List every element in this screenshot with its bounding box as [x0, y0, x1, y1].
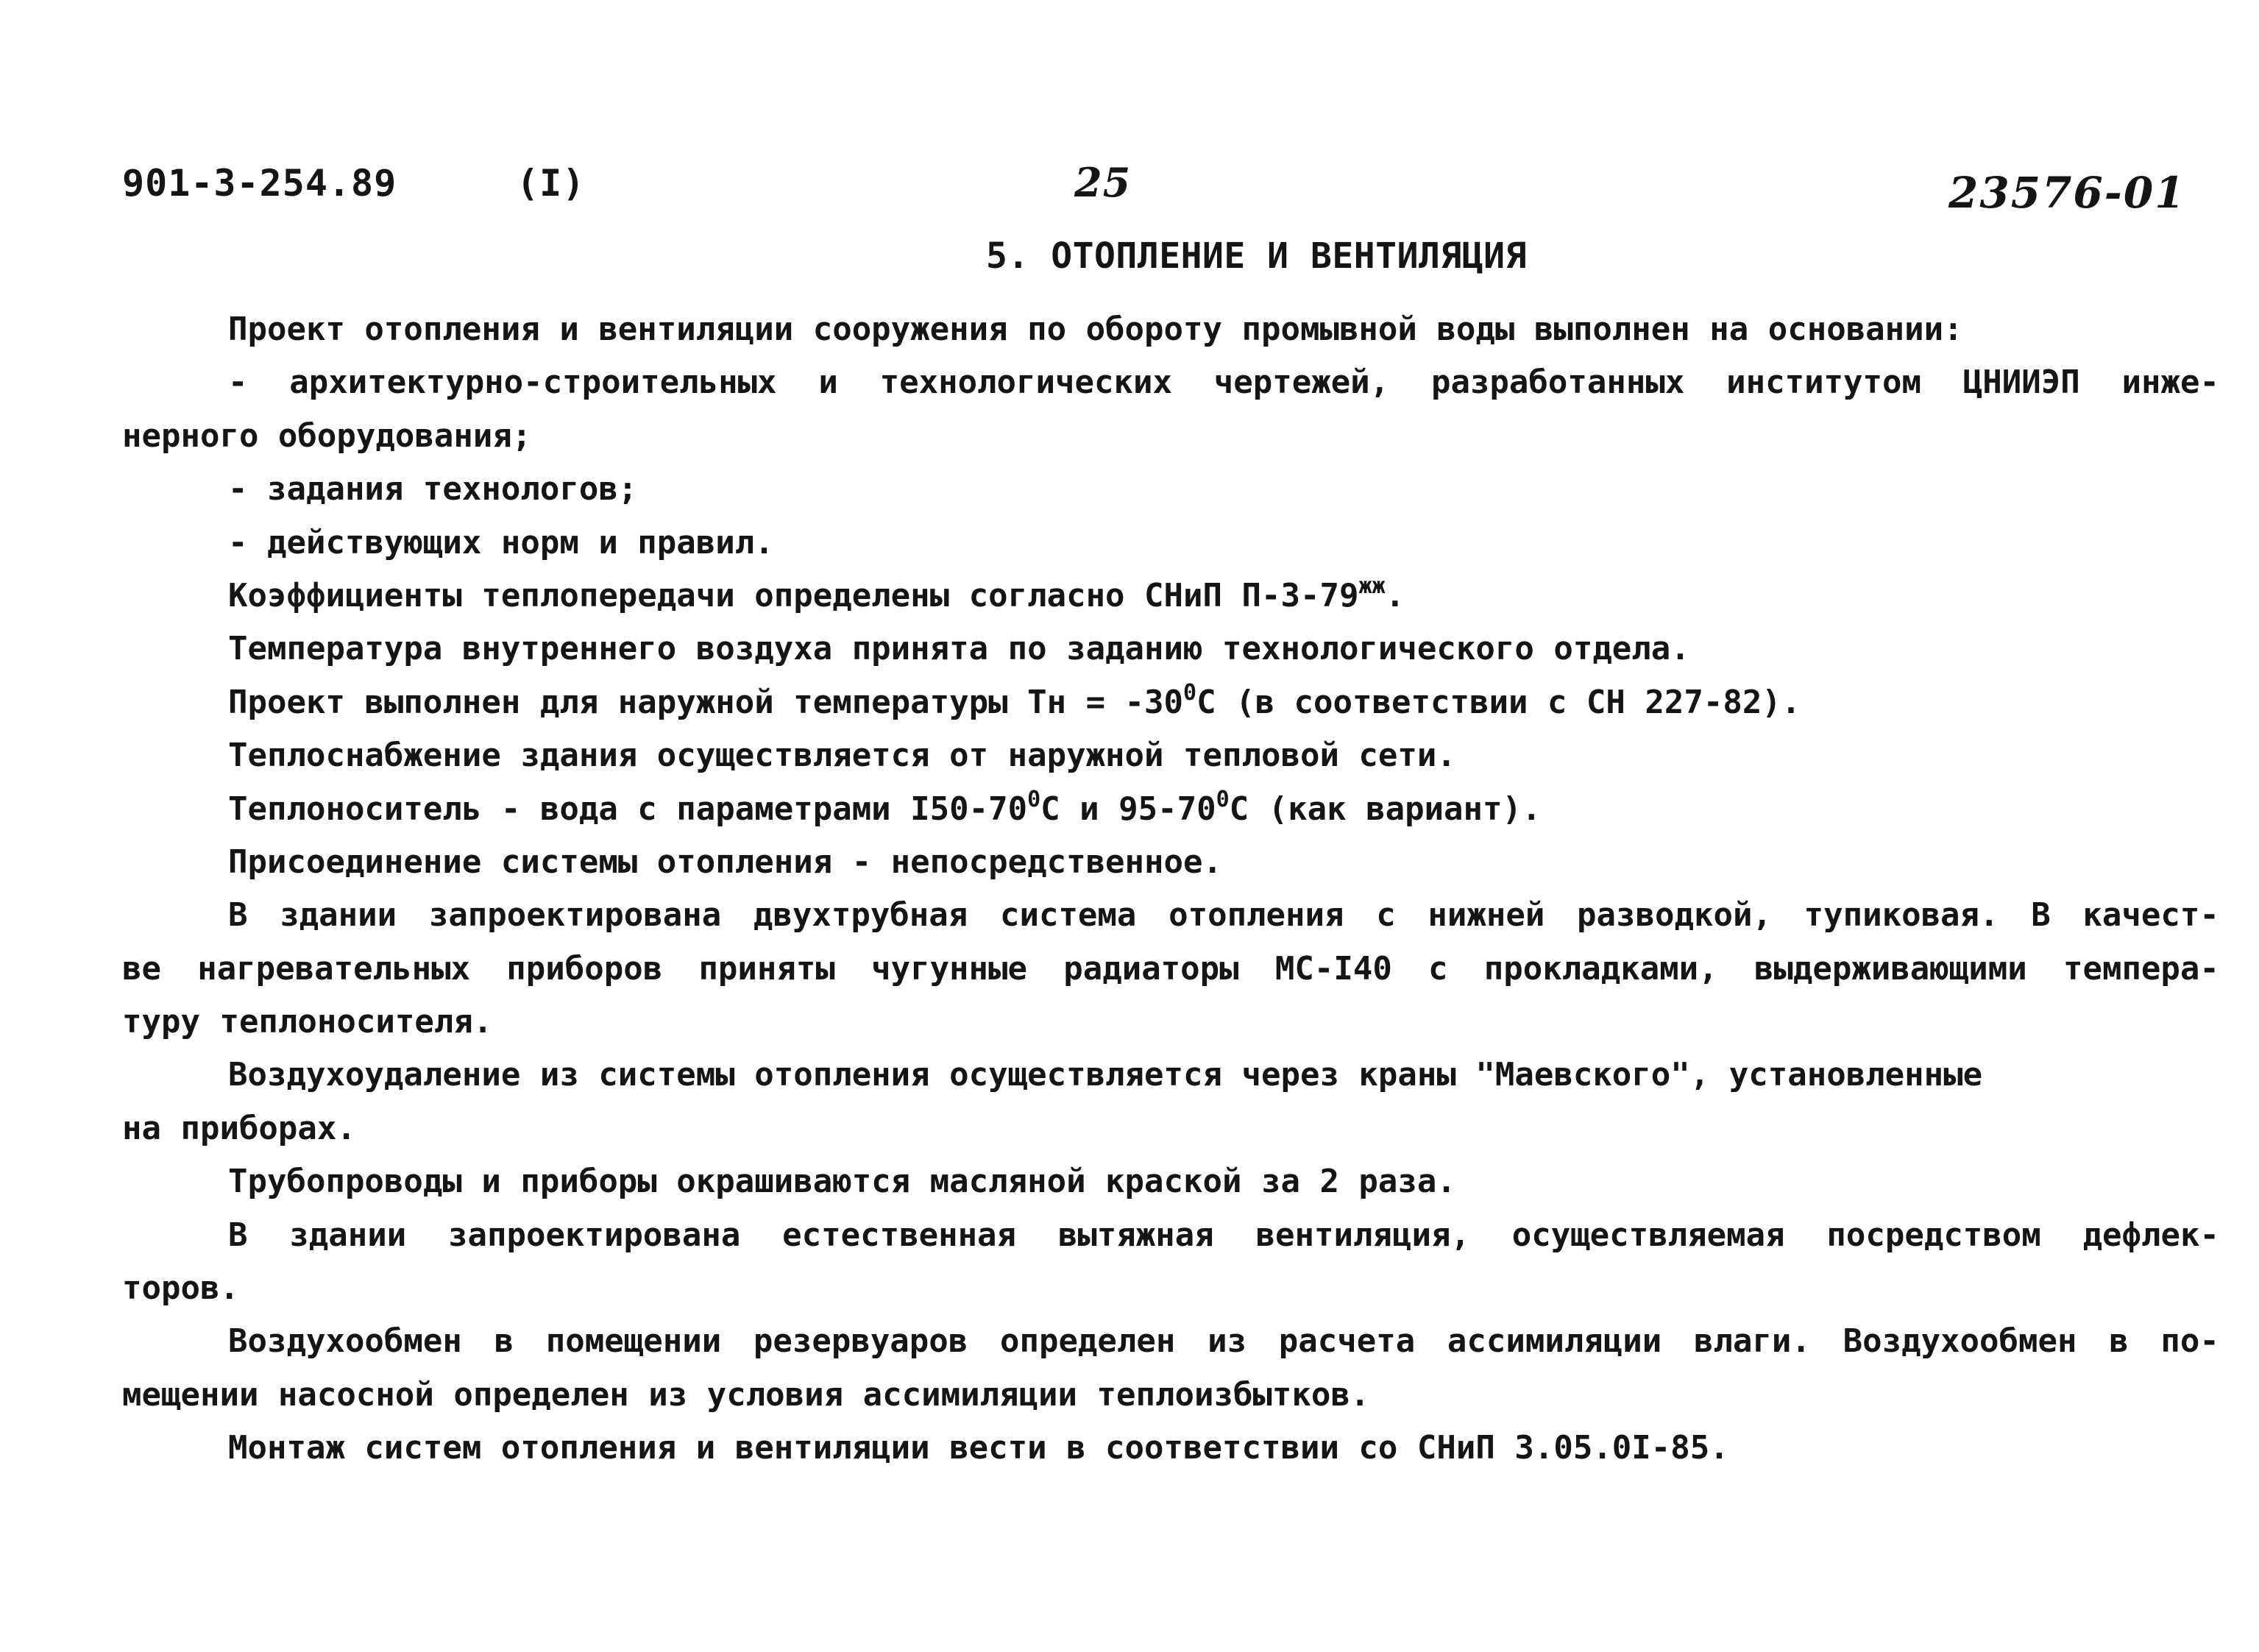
footnote-mark: жж: [1358, 572, 1386, 599]
degree-mark: 0: [1027, 786, 1041, 812]
document-code: 901-3-254.89: [122, 162, 397, 205]
paragraph-air-removal: Воздухоудаление из системы отопления осуществляется через краны "Маевского", установленные: [228, 1056, 1983, 1094]
paragraph-installation: Монтаж систем отопления и вентиляции вести в соответствии со СНиП 3.05.0I-85.: [228, 1429, 1729, 1467]
paragraph-inner-temperature: Температура внутреннего воздуха принята по заданию технологического отдела.: [228, 630, 1690, 668]
paragraph-ventilation-end: торов.: [122, 1269, 239, 1308]
inventory-number: 23576-01: [1948, 168, 2186, 218]
degree-mark: 0: [1216, 786, 1230, 812]
section-title: 5. ОТОПЛЕНИЕ И ВЕНТИЛЯЦИЯ: [986, 235, 1527, 277]
paragraph-heating-system: В здании запроектирована двухтрубная система отопления с нижней разводкой, тупиковая. В качест-: [228, 896, 2219, 935]
paragraph-heating-system-end: туру теплоносителя.: [122, 1003, 493, 1041]
paragraph-heat-supply: Теплоснабжение здания осуществляется от наружной тепловой сети.: [228, 737, 1456, 775]
degree-mark: 0: [1183, 679, 1197, 706]
paragraph-basis-item-norms: - действующих норм и правил.: [228, 523, 774, 561]
paragraph-basis-item-tasks: - задания технологов;: [228, 470, 638, 508]
paragraph-outdoor-temperature: Проект выполнен для наружной температуры Тн = $-30^0С$ (в соответствии с СН 227-82).: [228, 679, 1801, 721]
section-body: [122, 303, 2219, 1475]
page-number: 25: [1074, 159, 1132, 206]
document-part: (I): [517, 162, 586, 205]
paragraph-painting: Трубопроводы и приборы окрашиваются масляной краской за 2 раза.: [228, 1163, 1456, 1201]
paragraph-ventilation: В здании запроектирована естественная вытяжная вентиляция, осуществляемая посредством дефлек-: [228, 1216, 2219, 1254]
paragraph-air-removal-end: на приборах.: [122, 1109, 356, 1147]
paragraph-air-exchange: Воздухообмен в помещении резервуаров определен из расчета ассимиляции влаги. Воздухообмен в по-: [228, 1322, 2219, 1361]
paragraph-heat-coefficients: Коэффициенты теплопередачи определены согласно СНиП $П-3-79^{жж}$.: [228, 572, 1405, 614]
paragraph-heating-system-cont: ве нагревательных приборов приняты чугунные радиаторы МС-I40 с прокладками, выдерживающими темпера-: [122, 949, 2219, 988]
paragraph-basis-item-drawings: - архитектурно-строительных и технологических чертежей, разработанных институтом ЦНИИЭП инже-: [228, 364, 2219, 402]
paragraph-air-exchange-end: мещении насосной определен из условия ассимиляции теплоизбытков.: [122, 1375, 1370, 1414]
paragraph-heat-carrier: Теплоноситель - вода с параметрами $I50-70^0С$ и $95-70^0С$ (как вариант).: [228, 786, 1542, 828]
paragraph-connection: Присоединение системы отопления - непосредственное.: [228, 843, 1223, 881]
paragraph-basis-item-drawings-cont: нерного оборудования;: [122, 416, 532, 455]
paragraph-basis-intro: Проект отопления и вентиляции сооружения по обороту промывной воды выполнен на основании:: [228, 311, 1963, 348]
